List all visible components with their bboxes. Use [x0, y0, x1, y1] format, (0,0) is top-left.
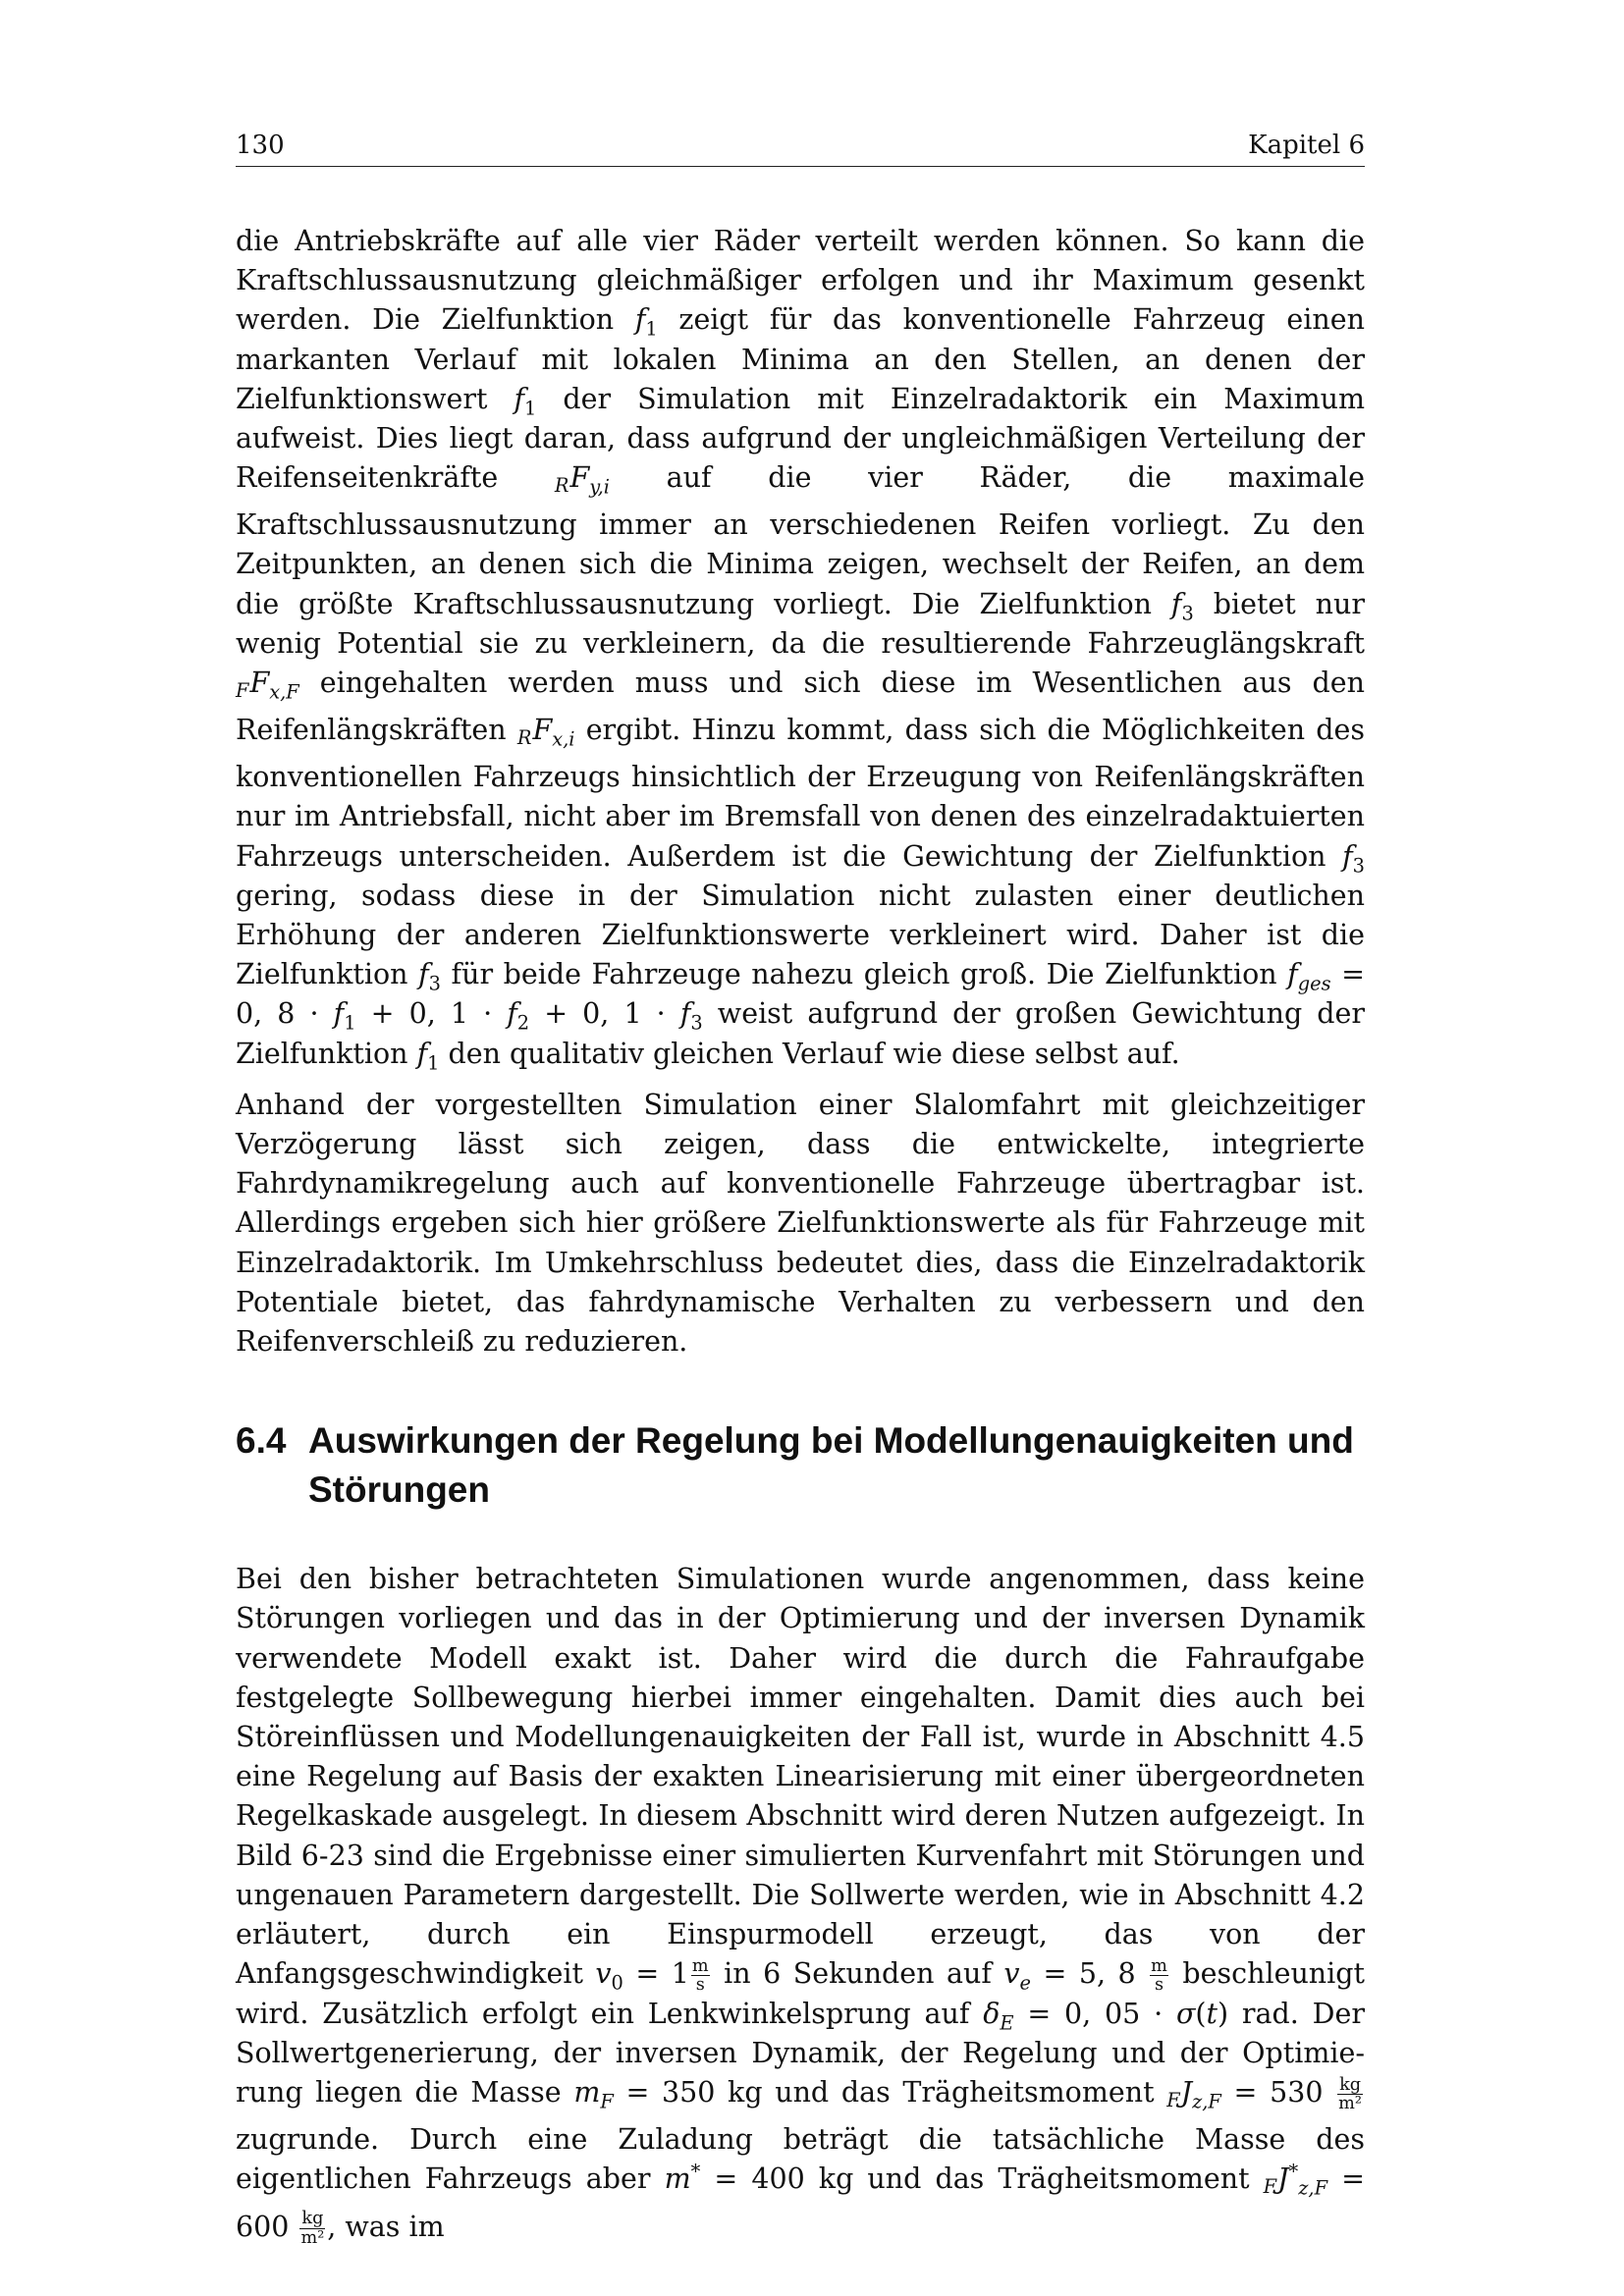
unit-fraction: [1337, 2076, 1363, 2113]
math-eq: = 0, 8 ·: [236, 958, 1365, 1031]
text: zugrunde. Durch eine Zuladung beträgt die tatsächliche Masse des eigentlichen Fahrzeugs aber: [236, 2123, 1365, 2196]
text: in 6 Sekunden auf: [711, 1957, 1004, 1991]
text: für beide Fahrzeuge nahezu gleich groß. Die Zielfunktion: [440, 958, 1288, 991]
frac-num: kg: [301, 2208, 324, 2228]
math-prefix: R: [554, 474, 569, 498]
math-eq: = 600: [236, 2163, 1365, 2243]
text: den qualitativ gleichen Verlauf wie diese selbst auf.: [439, 1037, 1180, 1070]
math-v0: v: [595, 1957, 612, 1991]
math-sub: ges: [1297, 972, 1331, 995]
math-f2: f: [507, 997, 517, 1031]
math-paren: ): [1218, 1997, 1229, 2030]
math-sub: 3: [690, 1012, 703, 1036]
math-sub: z,F: [1192, 2090, 1221, 2113]
page-number: 130: [236, 131, 285, 160]
text: zeigt für das konventionelle Fahrzeug einen markanten Verlauf mit lokalen Minima an den Stellen, an denen der Zielfunktionswert: [236, 303, 1365, 415]
math-sub: 1: [344, 1012, 356, 1036]
paragraph-2: Anhand der vorgestellten Simulation einer Slalomfahrt mit gleichzeitiger Verzögerung lässt sich zeigen, dass die entwickelte, integrierte Fahrdynamikregelung auch auf konventionelle Fahrzeuge übertragbar ist. Allerdings ergeben sich hier größere Zielfunktionswerte als für Fahrzeuge mit Einzelradaktorik. Im Umkehrschluss bedeutet dies, dass die Einzelradaktorik Potentiale bietet, das fahrdynamische Verhalten zu verbessern und den Reifenverschleiß zu reduzieren.: [236, 1088, 1365, 1359]
math-sub: E: [1000, 2011, 1014, 2035]
frac-den: s: [695, 1975, 705, 1996]
math-rfy: F: [569, 461, 590, 495]
math-f1: f: [333, 997, 345, 1031]
math-sub: z,F: [1298, 2177, 1328, 2201]
math-rfx: F: [532, 714, 553, 747]
frac-num: m: [1151, 1955, 1167, 1976]
math-eq: = 400 kg: [700, 2163, 854, 2196]
math-sub: x,F: [269, 680, 299, 704]
math-eq: = 530: [1220, 2076, 1336, 2109]
math-sigma: σ: [1175, 1997, 1196, 2030]
math-jstar: J: [1277, 2163, 1289, 2196]
frac-num: m: [691, 1955, 709, 1976]
math-sub: y,i: [589, 475, 610, 499]
text: bietet nur wenig Potential sie zu verkleinern, da die resultierende Fahrzeuglängskraft: [236, 587, 1365, 660]
math-sub: e: [1019, 1971, 1031, 1995]
math-sub: F: [600, 2090, 614, 2113]
math-sup: *: [690, 2160, 701, 2183]
math-fges: f: [1287, 958, 1298, 991]
math-ffx: F: [249, 667, 270, 700]
math-f1: f: [634, 303, 646, 337]
paragraph-3: [236, 1560, 1365, 2247]
unit-fraction: [299, 2210, 325, 2247]
math-eq: = 1: [623, 1957, 689, 1991]
math-paren: (: [1195, 1997, 1207, 2030]
math-t: t: [1206, 1997, 1218, 2030]
text: weist aufgrund der großen Gewichtung der Zielfunktion: [236, 997, 1366, 1070]
math-mstar: m: [664, 2163, 691, 2196]
math-eq: = 5, 8: [1030, 1957, 1149, 1991]
text: , was im: [327, 2210, 445, 2243]
text: Der Sollwertgenerierung, der inversen Dynamik, der Regelung und der Optimierung liegen die Masse: [236, 1997, 1365, 2109]
unit-fraction: [1150, 1957, 1168, 1995]
math-j: J: [1180, 2076, 1193, 2109]
math-ve: v: [1003, 1957, 1020, 1991]
math-eq: + 0, 1 ·: [355, 997, 508, 1031]
text: ergibt. Hinzu kommt, dass sich die Möglichkeiten des konventionellen Fahrzeugs hinsichtlich der Erzeugung von Reifenlängskräften nur im Antriebsfall, nicht aber im Bremsfall von denen des einzelradaktuierten Fahrzeugs unterscheiden. Außerdem ist die Gewichtung der Zielfunktion: [236, 714, 1365, 873]
frac-den: m²: [1338, 2094, 1362, 2114]
text: beschleunigt wird. Zusätzlich erfolgt ein Lenkwinkelsprung auf: [236, 1957, 1365, 2030]
paragraph-1: [236, 222, 1365, 1074]
text: der Simulation mit Einzelradaktorik ein Maximum aufweist. Dies liegt daran, dass aufgrund der ungleichmäßigen Verteilung der Reifenseitenkräfte: [236, 382, 1365, 495]
page-header: [236, 129, 1365, 167]
math-prefix: F: [1263, 2175, 1277, 2199]
math-sub: 1: [427, 1051, 440, 1075]
text: auf die vier Räder, die maximale Kraftschlussausnutzung immer an verschiedenen Reifen vorliegt. Zu den Zeitpunkten, an denen sich die Minima zeigen, wechselt der Reifen, an dem die größte Kraftschlussausnutzung vorliegt. Die Zielfunktion: [236, 461, 1366, 620]
math-eq: = 0, 05 ·: [1013, 1997, 1176, 2030]
text: und das Trägheitsmoment: [762, 2076, 1167, 2109]
math-sub: 3: [1352, 854, 1365, 878]
math-f3: f: [418, 958, 429, 991]
math-delta: δ: [983, 1997, 1001, 2030]
math-sub: 1: [645, 318, 658, 342]
math-eq: + 0, 1 ·: [529, 997, 680, 1031]
math-sub: 1: [524, 397, 537, 420]
math-sub: 3: [428, 972, 441, 995]
unit-fraction: [691, 1957, 710, 1995]
math-f1: f: [416, 1037, 428, 1070]
math-sub: 2: [516, 1012, 530, 1036]
math-prefix: R: [516, 725, 532, 749]
math-sub: 3: [1181, 602, 1194, 625]
math-mf: m: [573, 2076, 601, 2109]
math-f3: f: [1342, 839, 1353, 873]
page-body: [236, 222, 1365, 2247]
math-eq: = 350 kg: [613, 2076, 763, 2109]
text: die Antriebskräfte auf alle vier Räder verteilt werden können. So kann die Kraftschlussausnutzung gleichmäßiger erfolgen und ihr Maximum gesenkt werden. Die Zielfunktion: [236, 225, 1365, 337]
text: und das Trägheitsmoment: [853, 2163, 1264, 2196]
section-heading: [236, 1416, 1365, 1515]
frac-num: kg: [1339, 2074, 1362, 2095]
math-unit: rad.: [1228, 1997, 1299, 2030]
text: gering, sodass diese in der Simulation nicht zulasten einer deutlichen Erhöhung der anderen Zielfunktionswerte verkleinert wird. Daher ist die Zielfunktion: [236, 879, 1365, 991]
chapter-label: Kapitel 6: [1248, 131, 1365, 160]
math-f1: f: [514, 382, 525, 415]
math-sub: 0: [611, 1971, 623, 1995]
math-prefix: F: [1166, 2089, 1180, 2112]
frac-den: s: [1155, 1975, 1164, 1996]
text: Bei den bisher betrachteten Simulationen wurde angenommen, dass keine Störungen vorliegen und das in der Optimierung und der inversen Dynamik verwendete Modell exakt ist. Daher wird die durch die Fahraufgabe festgelegte Sollbewegung hierbei immer eingehalten. Damit dies auch bei Störeinflüssen und Modellungenauigkeiten der Fall ist, wurde in Abschnitt 4.5 eine Regelung auf Basis der exakten Linearisierung mit einer übergeordneten Regelkaskade ausgelegt. In diesem Abschnitt wird deren Nutzen aufgezeigt. In Bild 6-23 sind die Ergebnisse einer simulierten Kurvenfahrt mit Störungen und ungenauen Parametern dargestellt. Die Sollwerte werden, wie in Abschnitt 4.2 erläutert, durch ein Einspurmodell erzeugt, das von der Anfangsgeschwindigkeit: [236, 1563, 1365, 1991]
section-title: Auswirkungen der Regelung bei Modellungenauigkeiten und Störungen: [308, 1420, 1354, 1511]
math-sub: x,i: [552, 727, 575, 751]
frac-den: m²: [300, 2227, 325, 2248]
text: eingehalten werden muss und sich diese im Wesentlichen aus den Reifenlängskräften: [236, 667, 1365, 747]
math-prefix: F: [236, 678, 249, 702]
math-sup: *: [1288, 2160, 1299, 2183]
math-f3: f: [679, 997, 691, 1031]
section-number: 6.4: [236, 1420, 287, 1462]
math-f3: f: [1170, 587, 1182, 620]
